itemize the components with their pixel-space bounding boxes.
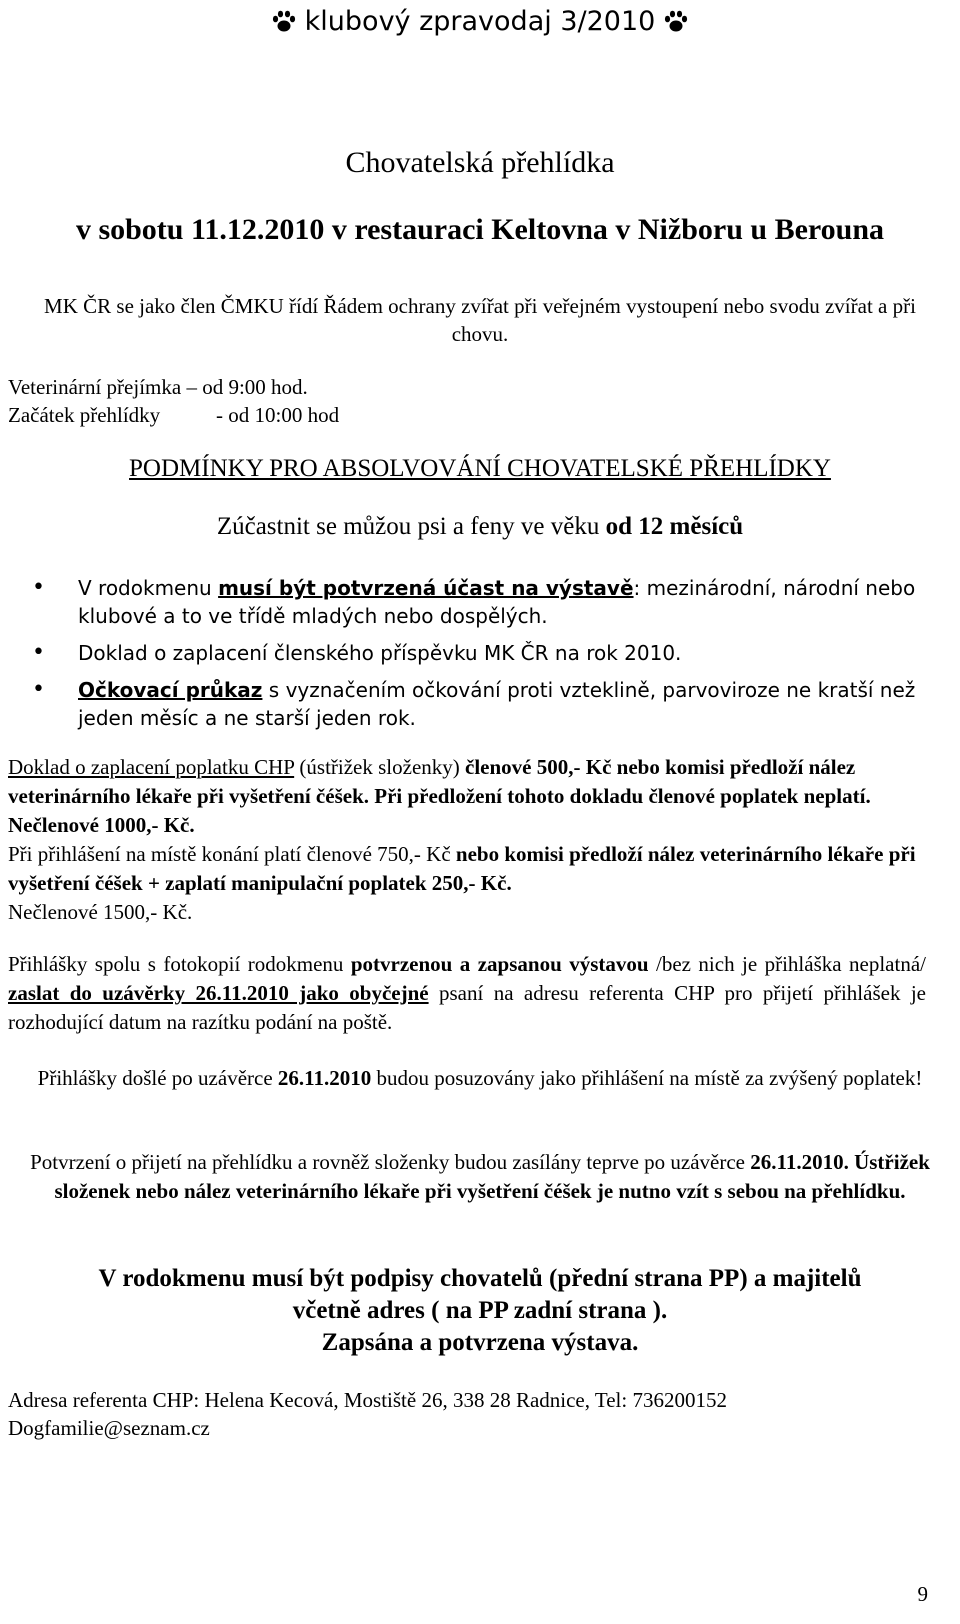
schedule: [8, 373, 339, 429]
fees-paragraph: [8, 753, 928, 927]
pedigree-line: Zapsána a potvrzena výstava.: [321, 1329, 639, 1356]
confirmation-bold: 26.11.2010. Ústřižek složenek nebo nález veterinárního lékaře při vyšetření čéšek je nutno vzít s sebou na přehlídku.: [54, 1150, 930, 1203]
applications-deadline: zaslat do uzávěrky 26.11.2010 jako obyčejné: [8, 981, 429, 1005]
list-item: [0, 574, 925, 630]
bullet-emphasis: musí být potvrzená účast na výstavě: [218, 576, 634, 600]
event-date-location: v sobotu 11.12.2010 v restauraci Keltovna v Nižboru u Berouna: [75, 213, 885, 246]
conditions-heading: [0, 455, 960, 483]
schedule-row-vet: [8, 373, 339, 401]
age-text: Zúčastnit se můžou psi a feny ve věku: [216, 513, 606, 540]
confirmation-note: [20, 1148, 940, 1206]
applications-text: Přihlášky spolu s fotokopií rodokmenu: [8, 952, 351, 976]
bullet-text: Doklad o zaplacení členského příspěvku MK ČR na rok 2010.: [78, 641, 682, 665]
page-number: 9: [917, 1582, 928, 1606]
contact-email[interactable]: Dogfamilie@seznam.cz: [8, 1416, 210, 1440]
paw-icon: [271, 9, 297, 35]
newsletter-header: [0, 6, 960, 37]
intro-paragraph: MK ČR se jako člen ČMKU řídí Řádem ochrany zvířat při veřejném vystoupení nebo svodu zvířat a při chovu.: [44, 294, 916, 346]
schedule-label: Začátek přehlídky: [8, 403, 161, 427]
conditions-heading-text: PODMÍNKY PRO ABSOLVOVÁNÍ CHOVATELSKÉ PŘEHLÍDKY: [129, 455, 831, 482]
schedule-row-start: [8, 401, 339, 429]
list-item: [0, 639, 925, 667]
schedule-value: – od 9:00 hod.: [186, 375, 308, 399]
fees-bold: členové 500,- Kč nebo komisi předloží nález veterinárního lékaře při vyšetření čéšek. Při předložení tohoto dokladu členové poplatek neplatí. Nečlenové 1000,- Kč.: [8, 755, 871, 837]
pedigree-notice: [0, 1263, 960, 1359]
bullet-text: : mezinárodní, národní nebo klubové a to ve třídě mladých nebo dospělých.: [78, 576, 916, 628]
applications-paragraph: [8, 950, 926, 1037]
applications-text: /bez nich je přihláška neplatná/: [648, 952, 926, 976]
newsletter-title: klubový zpravodaj 3/2010: [304, 6, 656, 37]
event-title: Chovatelská přehlídka: [345, 146, 615, 179]
fees-bold: nebo komisi předloží nález veterinárního lékaře při vyšetření čéšek + zaplatí manipulační poplatek 250,- Kč.: [8, 842, 916, 895]
bullet-emphasis: Očkovací průkaz: [78, 678, 263, 702]
late-applications-note: [0, 1064, 960, 1093]
fees-text: Nečlenové 1500,- Kč.: [8, 900, 193, 924]
pedigree-line: V rodokmenu musí být podpisy chovatelů (přední strana PP) a majitelů: [98, 1265, 862, 1292]
late-text: budou posuzovány jako přihlášení na místě za zvýšený poplatek!: [371, 1066, 923, 1090]
bullet-text: V rodokmenu: [78, 576, 219, 600]
fees-text: Při přihlášení na místě konání platí členové 750,- Kč: [8, 842, 456, 866]
requirements-list: [0, 574, 925, 741]
schedule-value: - od 10:00 hod: [216, 403, 340, 427]
pedigree-line: včetně adres ( na PP zadní strana ).: [292, 1297, 668, 1324]
contact-info: [8, 1386, 928, 1442]
paw-icon: [663, 9, 689, 35]
age-bold: od 12 měsíců: [605, 513, 744, 540]
fees-underlined: Doklad o zaplacení poplatku CHP: [8, 755, 295, 779]
late-bold: 26.11.2010: [277, 1066, 372, 1090]
applications-text: psaní na adresu referenta CHP pro přijetí přihlášek je rozhodující datum na razítku podání na poště.: [8, 981, 926, 1034]
confirmation-text: Potvrzení o přijetí na přehlídku a rovněž složenky budou zasílány teprve po uzávěrce: [30, 1150, 751, 1174]
applications-bold: potvrzenou a zapsanou výstavou: [350, 952, 649, 976]
list-item: [0, 676, 925, 732]
age-requirement: [0, 513, 960, 541]
bullet-text: s vyznačením očkování proti vzteklině, parvoviroze ne kratší než jeden měsíc a ne starší jeden rok.: [78, 678, 916, 730]
schedule-label: Veterinární přejímka: [8, 375, 182, 399]
fees-text: (ústřižek složenky): [294, 755, 466, 779]
contact-address: Adresa referenta CHP: Helena Kecová, Mostiště 26, 338 28 Radnice, Tel: 736200152: [8, 1388, 727, 1412]
late-text: Přihlášky došlé po uzávěrce: [37, 1066, 278, 1090]
